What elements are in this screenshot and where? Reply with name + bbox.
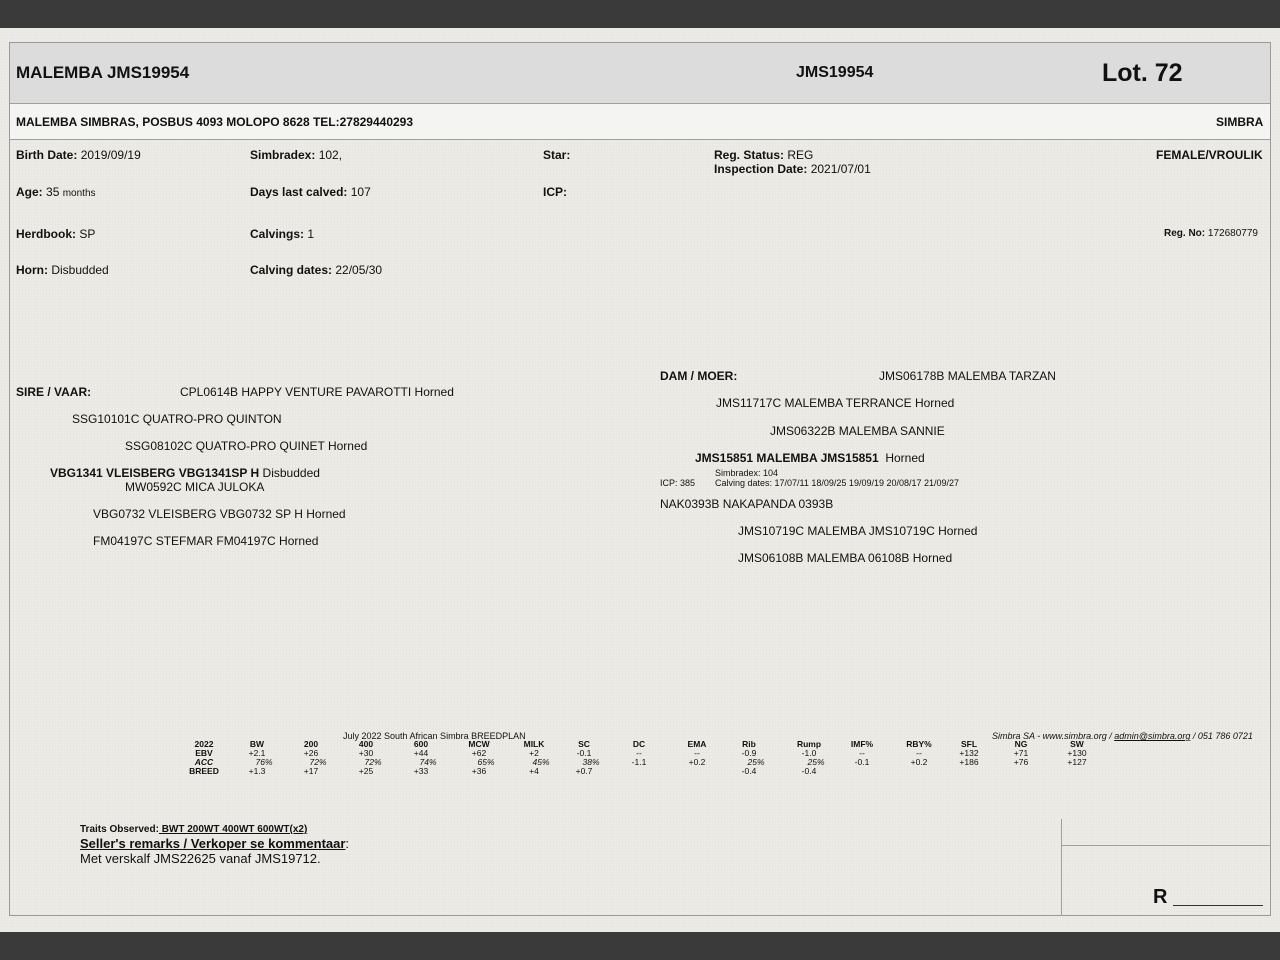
simbradex: Simbradex: 102, bbox=[250, 148, 343, 162]
ebv-accuracy: 25% bbox=[747, 757, 765, 767]
email-link[interactable]: admin@simbra.org bbox=[1114, 731, 1191, 741]
ebv-column bbox=[672, 740, 722, 767]
ebv-header: SW bbox=[1070, 739, 1084, 749]
ebv-accuracy: 25% bbox=[807, 757, 825, 767]
ebv-header: RBY% bbox=[906, 739, 932, 749]
breed-average: +186 bbox=[959, 757, 979, 767]
age: Age: 35 months bbox=[16, 185, 96, 199]
ebv-column bbox=[232, 740, 282, 776]
ebv-column bbox=[396, 740, 446, 776]
ebv-value: +130 bbox=[1067, 748, 1087, 758]
ebv-value: +30 bbox=[358, 748, 374, 758]
inspection-date: Inspection Date: 2021/07/01 bbox=[714, 162, 871, 176]
ebv-value: EBV bbox=[195, 748, 213, 758]
ebv-header: DC bbox=[632, 739, 646, 749]
calving-dates: Calving dates: 22/05/30 bbox=[250, 263, 383, 277]
dam-sire: JMS11717C MALEMBA TERRANCE Horned bbox=[716, 396, 955, 410]
ebv-header: SC bbox=[578, 739, 590, 749]
ebv-column bbox=[454, 740, 504, 776]
ebv-column bbox=[179, 740, 229, 776]
ebv-value: +26 bbox=[303, 748, 319, 758]
reg-status: Reg. Status: REG bbox=[714, 148, 814, 162]
ebv-value: -0.1 bbox=[576, 748, 592, 758]
ebv-value: -- bbox=[859, 748, 865, 758]
sex: FEMALE/VROULIK bbox=[1156, 148, 1263, 162]
dam-dam-icp: ICP: 385 bbox=[660, 478, 696, 488]
traits-observed: Traits Observed: BWT 200WT 400WT 600WT(x2) bbox=[80, 824, 308, 835]
ebv-value: +62 bbox=[471, 748, 487, 758]
breedplan-source: Simbra SA - www.simbra.org / admin@simbra.org / 051 786 0721 bbox=[992, 731, 1253, 741]
bottom-dark-band bbox=[0, 932, 1280, 960]
ebv-column bbox=[341, 740, 391, 776]
breed-average: +25 bbox=[358, 766, 374, 776]
birth-date: Birth Date: 2019/09/19 bbox=[16, 148, 141, 162]
ebv-column bbox=[784, 740, 834, 776]
sire-dam-sire: VBG0732 VLEISBERG VBG0732 SP H Horned bbox=[93, 507, 346, 521]
ebv-value: -- bbox=[916, 748, 922, 758]
ebv-column bbox=[1052, 740, 1102, 767]
ebv-header: 2022 bbox=[194, 739, 214, 749]
animal-name: MALEMBA JMS19954 bbox=[16, 63, 190, 82]
breed: SIMBRA bbox=[1216, 115, 1264, 129]
ebv-value: -0.9 bbox=[741, 748, 757, 758]
ebv-column bbox=[894, 740, 944, 767]
star-label: Star: bbox=[543, 148, 571, 162]
remarks-heading: Seller's remarks / Verkoper se kommentaar: bbox=[80, 836, 350, 851]
ebv-column bbox=[944, 740, 994, 767]
breed-average: +76 bbox=[1013, 757, 1029, 767]
breed-average: -0.4 bbox=[741, 766, 757, 776]
ebv-column bbox=[559, 740, 609, 776]
breed-average: +4 bbox=[529, 766, 539, 776]
horn: Horn: Disbudded bbox=[16, 263, 109, 277]
ebv-accuracy: 72% bbox=[309, 757, 327, 767]
reg-no: Reg. No: 172680779 bbox=[1164, 228, 1258, 239]
price-line bbox=[1173, 905, 1263, 906]
sire-dam-dam: MW0592C MICA JULOKA bbox=[125, 480, 265, 494]
ebv-value: -- bbox=[694, 748, 700, 758]
ebv-header: MCW bbox=[468, 739, 490, 749]
icp-label: ICP: bbox=[543, 185, 567, 199]
dam-dam-simbradex: Simbradex: 104 bbox=[715, 468, 779, 478]
ebv-header: Rib bbox=[742, 739, 756, 749]
ebv-value: +44 bbox=[413, 748, 429, 758]
breed-average: +33 bbox=[413, 766, 429, 776]
ebv-column bbox=[724, 740, 774, 776]
breed-average: BREED bbox=[189, 766, 219, 776]
title-bar bbox=[10, 43, 1270, 104]
ebv-column bbox=[509, 740, 559, 776]
breed-average: +127 bbox=[1067, 757, 1087, 767]
ebv-accuracy: 65% bbox=[477, 757, 495, 767]
ebv-header: BW bbox=[249, 739, 265, 749]
sire-dam-dam-2: FM04197C STEFMAR FM04197C Horned bbox=[93, 534, 319, 548]
breed-average: +17 bbox=[303, 766, 319, 776]
calvings: Calvings: 1 bbox=[250, 227, 315, 241]
breed-average: +36 bbox=[471, 766, 487, 776]
dam: JMS06178B MALEMBA TARZAN bbox=[879, 369, 1056, 383]
breed-average: +0.2 bbox=[688, 757, 706, 767]
sire-dam: VBG1341 VLEISBERG VBG1341SP H Disbudded bbox=[50, 466, 320, 480]
ebv-value: +2 bbox=[529, 748, 539, 758]
ebv-accuracy: ACC bbox=[194, 757, 214, 767]
dam-dam-dam: JMS10719C MALEMBA JMS10719C Horned bbox=[738, 524, 978, 538]
animal-id: JMS19954 bbox=[796, 64, 874, 81]
ebv-column bbox=[614, 740, 664, 767]
breed-average: -0.1 bbox=[854, 757, 870, 767]
ebv-accuracy: 72% bbox=[364, 757, 382, 767]
ebv-accuracy: 74% bbox=[419, 757, 437, 767]
ebv-value: -- bbox=[636, 748, 642, 758]
ebv-header: Rump bbox=[796, 739, 822, 749]
herdbook: Herdbook: SP bbox=[16, 227, 96, 241]
ebv-value: -1.0 bbox=[801, 748, 817, 758]
ebv-header: IMF% bbox=[850, 739, 874, 749]
sire-label: SIRE / VAAR: bbox=[16, 385, 92, 399]
breed-average: +0.7 bbox=[575, 766, 593, 776]
breed-average: -1.1 bbox=[631, 757, 647, 767]
dam-dam-calving-dates: Calving dates: 17/07/11 18/09/25 19/09/19 20/08/17 21/09/27 bbox=[715, 478, 960, 488]
sire-sire-sire: SSG08102C QUATRO-PRO QUINET Horned bbox=[125, 439, 368, 453]
ebv-column bbox=[286, 740, 336, 776]
ebv-header: SFL bbox=[960, 739, 978, 749]
ebv-value: +2.1 bbox=[248, 748, 266, 758]
breed-average: -0.4 bbox=[801, 766, 817, 776]
sire-sire: SSG10101C QUATRO-PRO QUINTON bbox=[72, 412, 282, 426]
price-label: R bbox=[1153, 886, 1168, 908]
dam-dam-sire: NAK0393B NAKAPANDA 0393B bbox=[660, 497, 834, 511]
ebv-value: +71 bbox=[1013, 748, 1029, 758]
ebv-header: 200 bbox=[303, 739, 319, 749]
ebv-header: 400 bbox=[358, 739, 374, 749]
lot-number: Lot. 72 bbox=[1102, 59, 1183, 87]
ebv-column bbox=[996, 740, 1046, 767]
ebv-header: NG bbox=[1014, 739, 1028, 749]
ebv-header: EMA bbox=[687, 739, 707, 749]
sire: CPL0614B HAPPY VENTURE PAVAROTTI Horned bbox=[180, 385, 454, 399]
ebv-value: +132 bbox=[959, 748, 979, 758]
breed-average: +1.3 bbox=[248, 766, 266, 776]
owner-text: MALEMBA SIMBRAS, POSBUS 4093 MOLOPO 8628 TEL:27829440293 bbox=[16, 115, 414, 129]
ebv-accuracy: 38% bbox=[582, 757, 600, 767]
ebv-header: 600 bbox=[413, 739, 429, 749]
top-dark-band bbox=[0, 0, 1280, 28]
remarks-text: Met verskalf JMS22625 vanaf JMS19712. bbox=[80, 851, 321, 866]
breed-average: +0.2 bbox=[910, 757, 928, 767]
dam-dam-dam-dam: JMS06108B MALEMBA 06108B Horned bbox=[738, 551, 953, 565]
price-box-divider bbox=[1061, 819, 1062, 916]
ebv-accuracy: 45% bbox=[532, 757, 550, 767]
dam-dam: JMS15851 MALEMBA JMS15851 Horned bbox=[695, 451, 925, 465]
ebv-accuracy: 76% bbox=[255, 757, 273, 767]
ebv-column bbox=[837, 740, 887, 767]
dam-label: DAM / MOER: bbox=[660, 369, 738, 383]
ebv-header: MILK bbox=[523, 739, 545, 749]
dam-sire-sire: JMS06322B MALEMBA SANNIE bbox=[770, 424, 945, 438]
days-last-calved: Days last calved: 107 bbox=[250, 185, 371, 199]
price-box-top bbox=[1061, 845, 1271, 846]
breedplan-title: July 2022 South African Simbra BREEDPLAN bbox=[343, 731, 526, 741]
